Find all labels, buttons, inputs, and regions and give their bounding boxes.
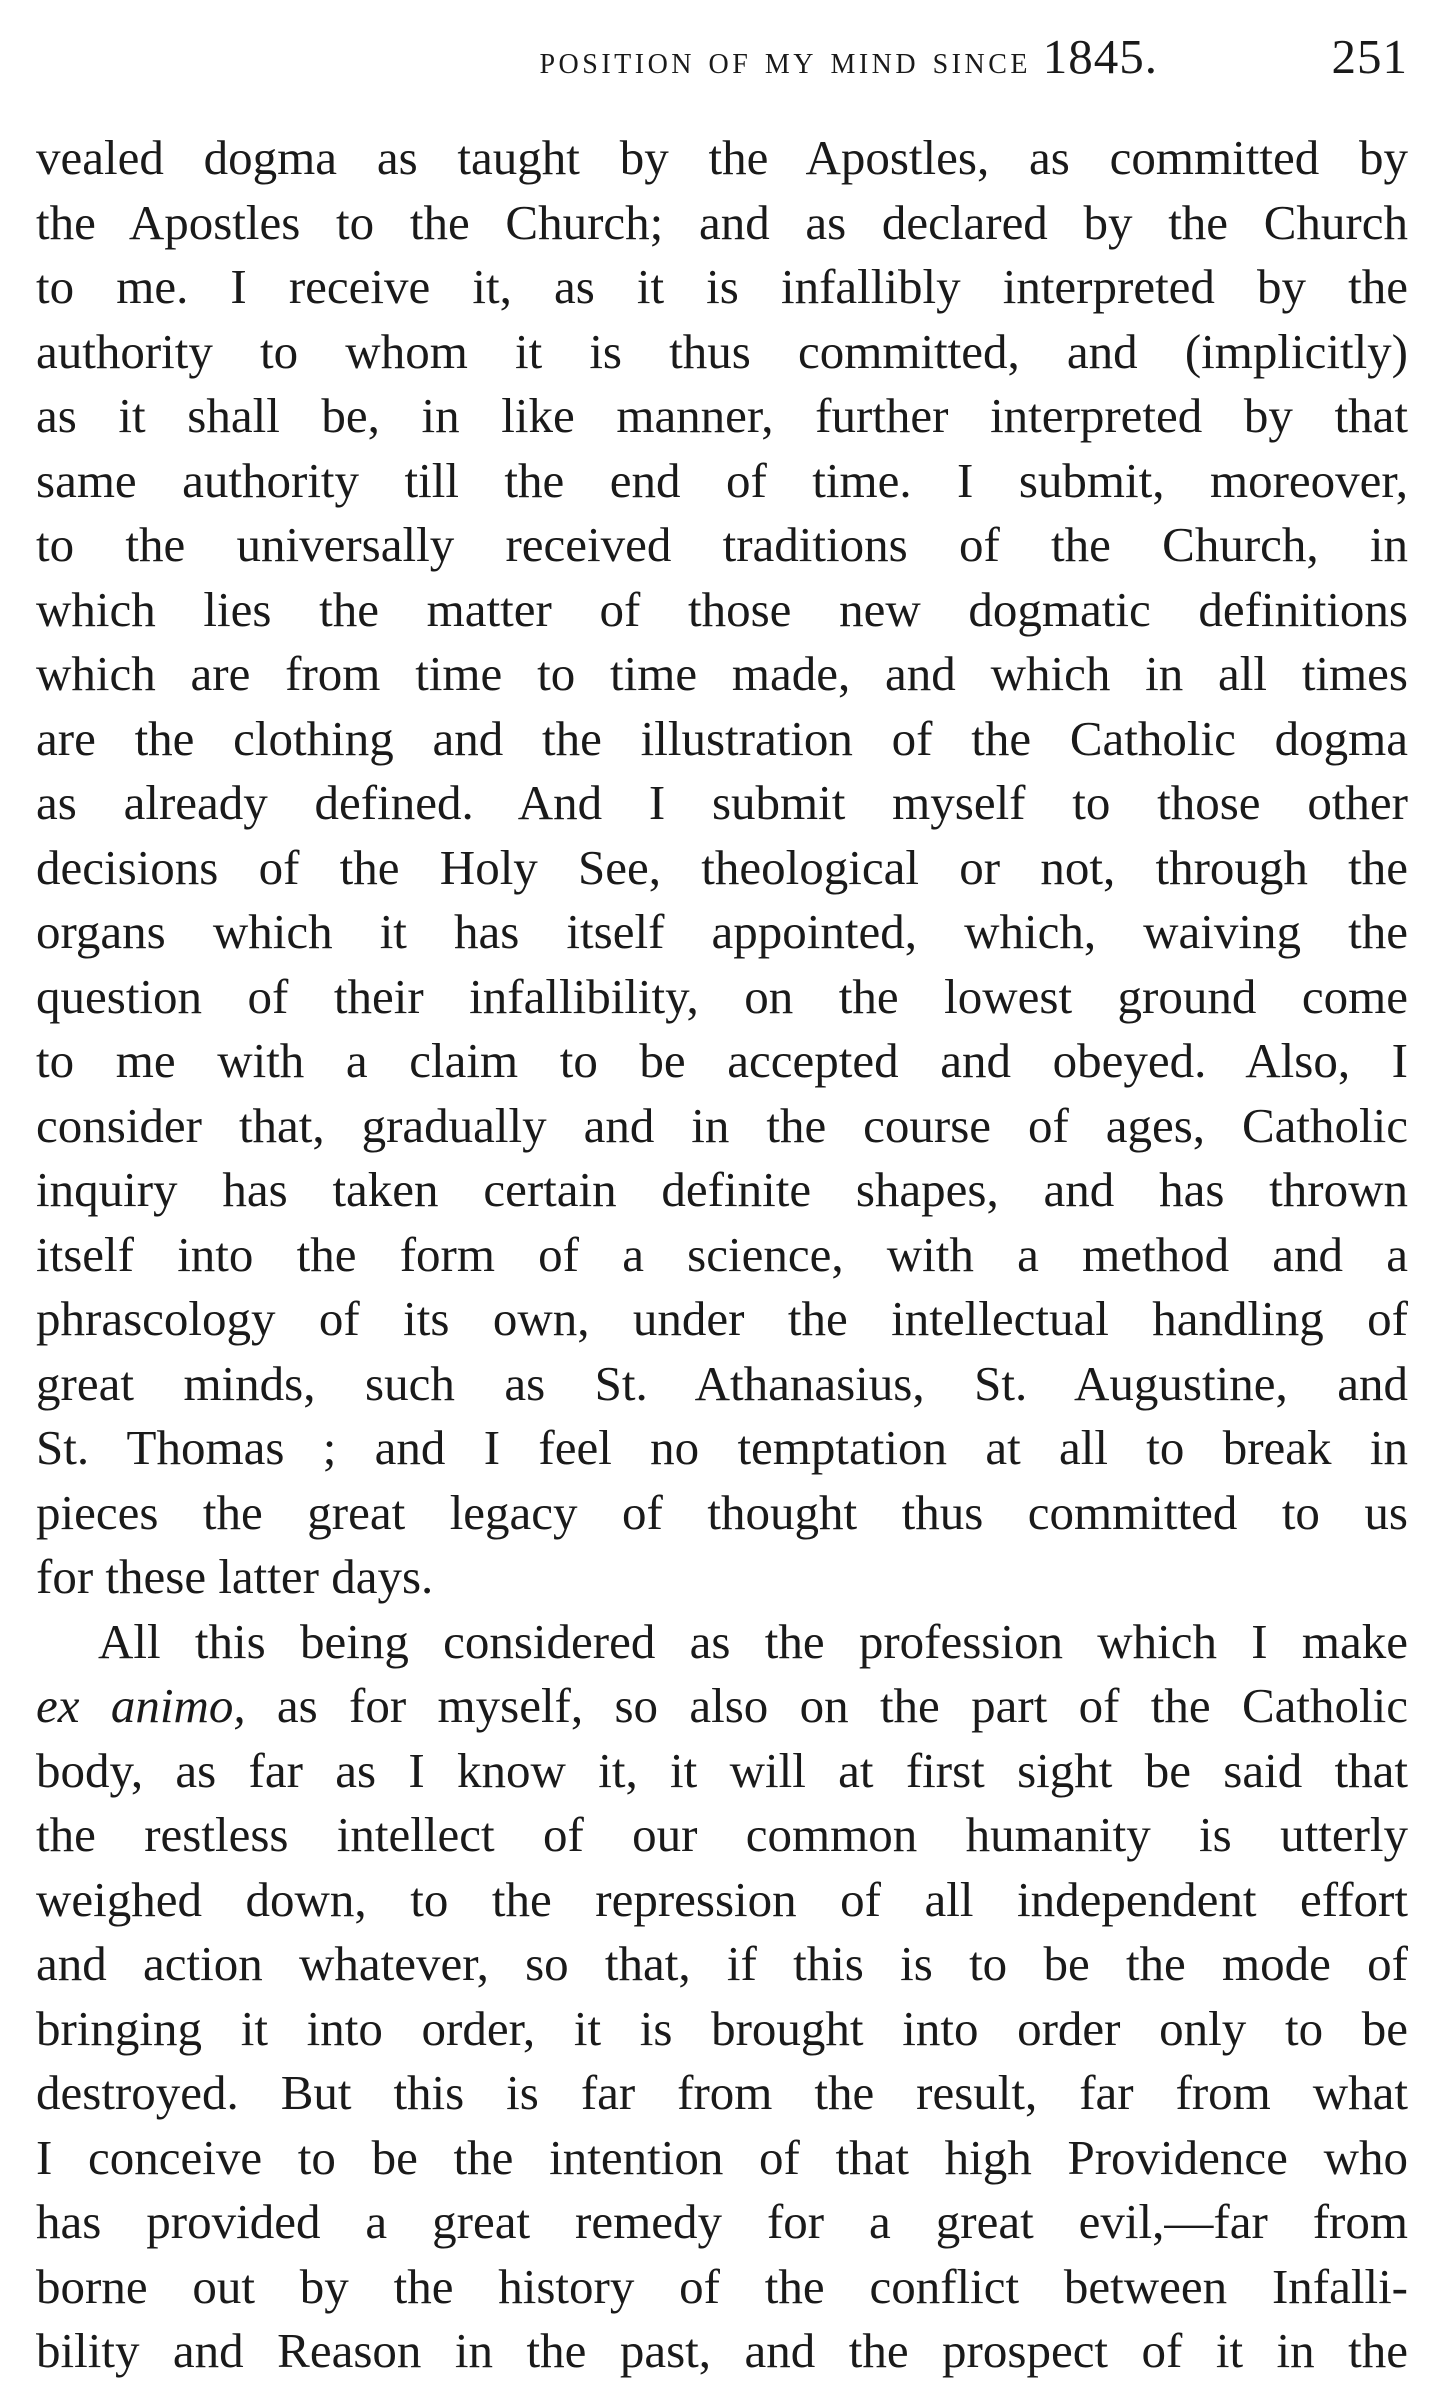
text-line: authority to whom it is thus committed, and (implicitly) [36,323,1408,379]
running-head [36,18,1408,98]
book-page [36,0,1408,2407]
body-text [36,126,1408,2384]
text-line: vealed dogma as taught by the Apostles, as committed by [36,130,1408,185]
text-line: the restless intellect of our common humanity is utterly [36,1807,1408,1862]
text-line: I conceive to be the intention of that high Providence who [36,2129,1408,2185]
text-line: question of their infallibility, on the lowest ground come [36,968,1408,1024]
running-title [539,28,1158,85]
page-number: 251 [1331,29,1408,84]
text-line: organs which it has itself appointed, which, waiving the [36,904,1408,959]
text-line-with-italic [36,1674,1408,1739]
italic-phrase: ex animo, [36,1678,246,1733]
text-line: for these latter days. [36,1549,434,1604]
text-line: body, as far as I know it, it will at first sight be said that [36,1742,1408,1798]
text-line: consider that, gradually and in the course of ages, Catholic [36,1097,1408,1153]
text-line: decisions of the Holy See, theological or not, through the [36,839,1408,895]
text-line: bringing it into order, it is brought into order only to be [36,2000,1408,2056]
text-line: and action whatever, so that, if this is to be the mode of [36,1936,1408,1991]
text-line: All this being considered as the profession which I make [98,1613,1408,1669]
text-line: same authority till the end of time. I submit, moreover, [36,452,1408,508]
text-line: are the clothing and the illustration of the Catholic dogma [36,710,1408,766]
text-line: itself into the form of a science, with a method and a [36,1226,1408,1282]
running-title-text: position of my mind since [539,37,1031,82]
paragraph-2 [36,1610,1408,2384]
text-line: has provided a great remedy for a great evil,—far from [36,2194,1408,2249]
text-line: bility and Reason in the past, and the prospect of it in the [36,2323,1408,2378]
text-line: borne out by the history of the conflict between Infalli- [36,2258,1408,2314]
text-line: great minds, such as St. Athanasius, St. Augustine, and [36,1355,1408,1411]
running-title-year: 1845. [1042,29,1158,84]
text-line: weighed down, to the repression of all independent effort [36,1871,1408,1927]
text-line: which are from time to time made, and which in all times [36,646,1408,701]
text-line: to me. I receive it, as it is infallibly interpreted by the [36,259,1408,314]
text-line: St. Thomas ; and I feel no temptation at all to break in [36,1420,1408,1475]
text-line: as already defined. And I submit myself to those other [36,775,1408,830]
text-line: to me with a claim to be accepted and obeyed. Also, I [36,1033,1408,1088]
text-line: phrascology of its own, under the intellectual handling of [36,1291,1408,1346]
text-line: destroyed. But this is far from the result, far from what [36,2065,1408,2120]
text-line: as it shall be, in like manner, further interpreted by that [36,388,1408,443]
paragraph-1 [36,126,1408,1610]
text-line: the Apostles to the Church; and as declared by the Church [36,194,1408,250]
text-line: to the universally received traditions of the Church, in [36,517,1408,572]
line-continuation: as for myself, so also on the part of the Catholic [245,1678,1408,1733]
text-line: which lies the matter of those new dogmatic definitions [36,581,1408,637]
text-line: inquiry has taken certain definite shapes, and has thrown [36,1162,1408,1217]
text-line: pieces the great legacy of thought thus committed to us [36,1484,1408,1540]
